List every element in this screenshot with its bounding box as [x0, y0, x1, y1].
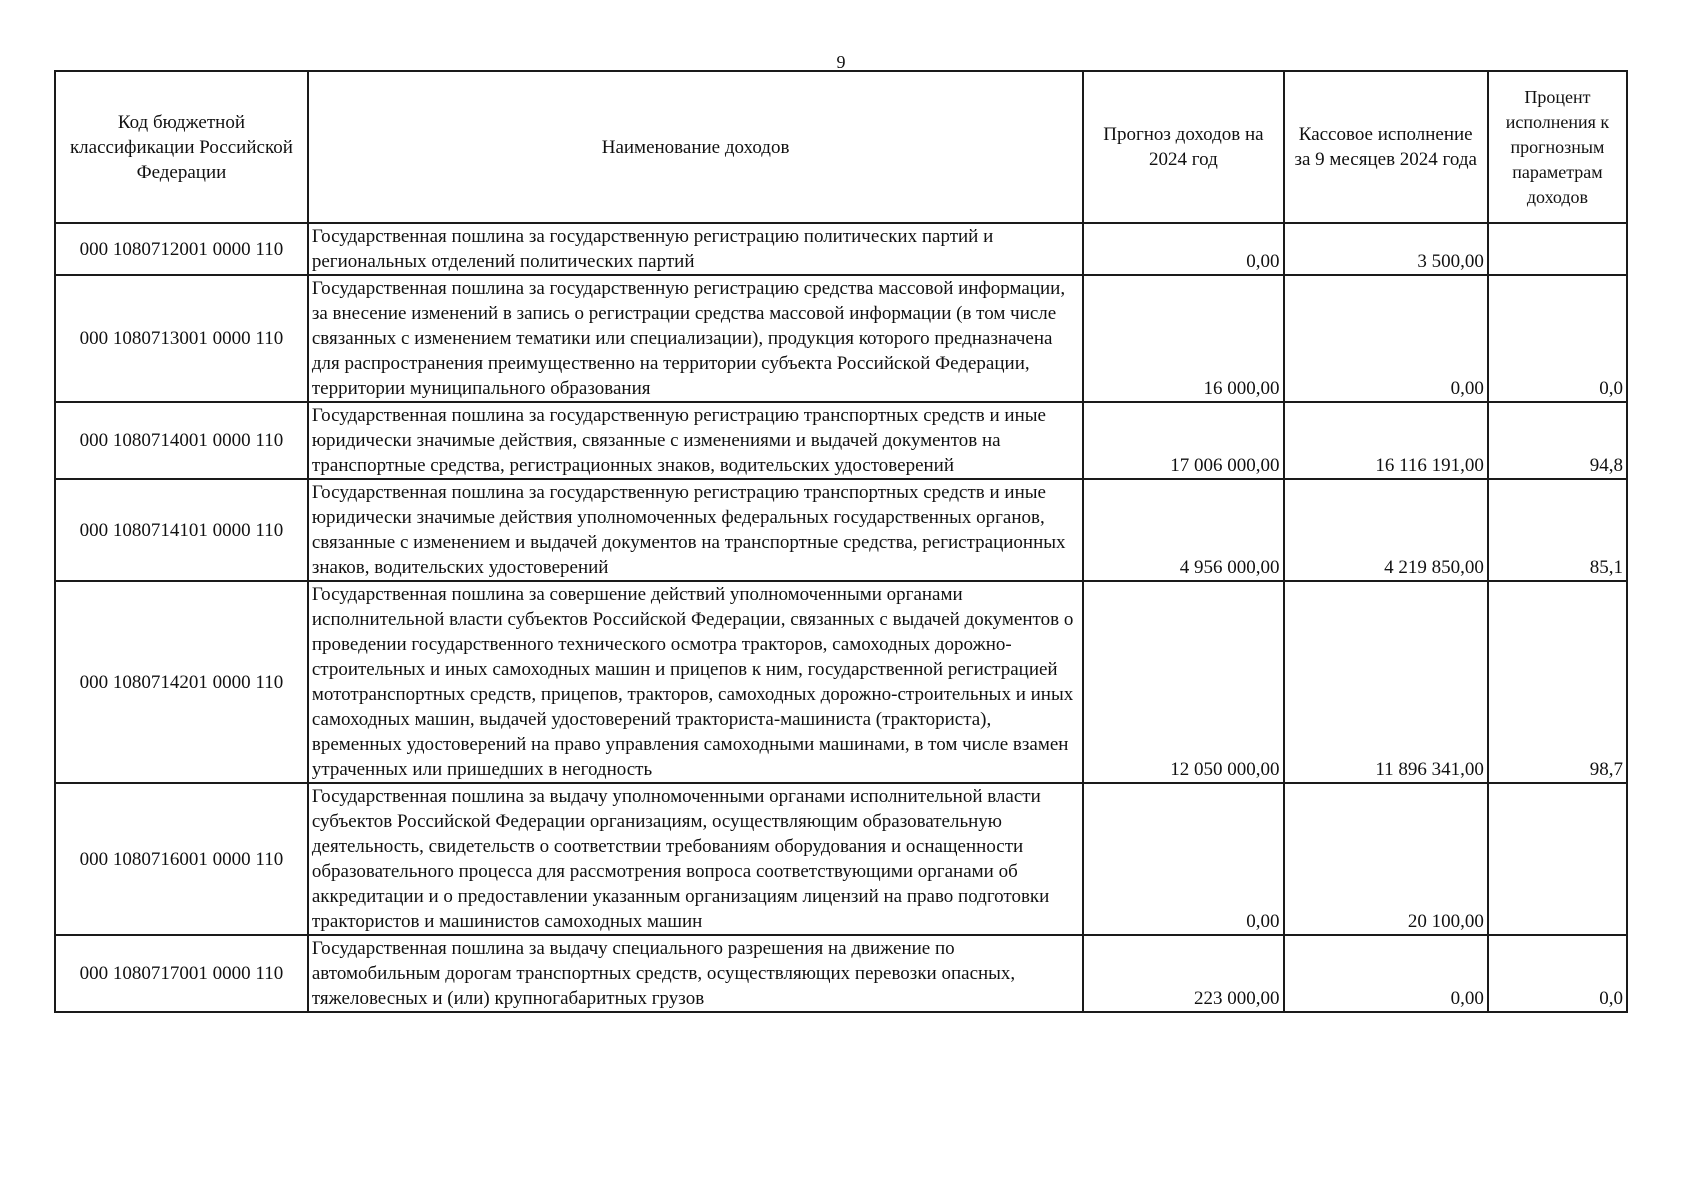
forecast-cell: 17 006 000,00 — [1083, 402, 1283, 479]
header-actual: Кассовое исполнение за 9 месяцев 2024 года — [1284, 71, 1488, 223]
percent-cell — [1488, 783, 1627, 935]
table-row — [55, 402, 1627, 479]
actual-cell: 4 219 850,00 — [1284, 479, 1488, 581]
budget-code-cell: 000 1080712001 0000 110 — [55, 223, 308, 275]
header-percent: Процент исполнения к прогнозным параметрам доходов — [1488, 71, 1627, 223]
forecast-cell: 0,00 — [1083, 783, 1283, 935]
forecast-cell: 4 956 000,00 — [1083, 479, 1283, 581]
percent-cell: 0,0 — [1488, 275, 1627, 402]
budget-code-cell: 000 1080717001 0000 110 — [55, 935, 308, 1012]
actual-cell: 0,00 — [1284, 275, 1488, 402]
budget-code-cell: 000 1080713001 0000 110 — [55, 275, 308, 402]
table-row — [55, 223, 1627, 275]
actual-cell: 16 116 191,00 — [1284, 402, 1488, 479]
actual-cell: 11 896 341,00 — [1284, 581, 1488, 783]
header-code: Код бюджетной классификации Российской Федерации — [55, 71, 308, 223]
table-row — [55, 935, 1627, 1012]
actual-cell: 3 500,00 — [1284, 223, 1488, 275]
budget-code-cell: 000 1080714101 0000 110 — [55, 479, 308, 581]
actual-cell: 0,00 — [1284, 935, 1488, 1012]
revenue-name-cell: Государственная пошлина за государственную регистрацию политических партий и региональных отделений политических партий — [308, 223, 1083, 275]
table-row — [55, 479, 1627, 581]
budget-code-cell: 000 1080714001 0000 110 — [55, 402, 308, 479]
revenue-name-cell: Государственная пошлина за выдачу специального разрешения на движение по автомобильным дорогам транспортных средств, осуществляющих перевозки опасных, тяжеловесных и (или) крупногабаритных грузов — [308, 935, 1083, 1012]
table-header-row — [55, 71, 1627, 223]
header-forecast: Прогноз доходов на 2024 год — [1083, 71, 1283, 223]
forecast-cell: 16 000,00 — [1083, 275, 1283, 402]
percent-cell: 0,0 — [1488, 935, 1627, 1012]
table-row — [55, 275, 1627, 402]
forecast-cell: 0,00 — [1083, 223, 1283, 275]
budget-code-cell: 000 1080714201 0000 110 — [55, 581, 308, 783]
percent-cell — [1488, 223, 1627, 275]
revenue-name-cell: Государственная пошлина за выдачу уполномоченными органами исполнительной власти субъектов Российской Федерации организациям, осуществляющим образовательную деятельность, свидетельств о соответствии требованиям оборудования и оснащенности образовательного процесса для рассмотрения вопроса соответствующими органами об аккредитации и о предоставлении указанным организациям лицензий на право подготовки трактористов и машинистов самоходных машин — [308, 783, 1083, 935]
header-name: Наименование доходов — [308, 71, 1083, 223]
revenue-table — [54, 70, 1628, 1013]
actual-cell: 20 100,00 — [1284, 783, 1488, 935]
revenue-name-cell: Государственная пошлина за государственную регистрацию транспортных средств и иные юридически значимые действия, связанные с изменениями и выдачей документов на транспортные средства, регистрационных знаков, водительских удостоверений — [308, 402, 1083, 479]
forecast-cell: 12 050 000,00 — [1083, 581, 1283, 783]
percent-cell: 98,7 — [1488, 581, 1627, 783]
percent-cell: 94,8 — [1488, 402, 1627, 479]
forecast-cell: 223 000,00 — [1083, 935, 1283, 1012]
page-number: 9 — [836, 52, 846, 72]
revenue-name-cell: Государственная пошлина за государственную регистрацию средства массовой информации, за внесение изменений в запись о регистрации средства массовой информации (в том числе связанных с изменением тематики или специализации), продукция которого предназначена для распространения преимущественно на территории субъекта Российской Федерации, территории муниципального образования — [308, 275, 1083, 402]
budget-code-cell: 000 1080716001 0000 110 — [55, 783, 308, 935]
table-row — [55, 783, 1627, 935]
percent-cell: 85,1 — [1488, 479, 1627, 581]
table-row — [55, 581, 1627, 783]
revenue-name-cell: Государственная пошлина за совершение действий уполномоченными органами исполнительной власти субъектов Российской Федерации, связанных с выдачей документов о проведении государственного технического осмотра тракторов, самоходных дорожно-строительных и иных самоходных машин и прицепов к ним, государственной регистрацией мототранспортных средств, прицепов, тракторов, самоходных дорожно-строительных и иных самоходных машин, выдачей удостоверений тракториста-машиниста (тракториста), временных удостоверений на право управления самоходными машинами, в том числе взамен утраченных или пришедших в негодность — [308, 581, 1083, 783]
revenue-name-cell: Государственная пошлина за государственную регистрацию транспортных средств и иные юридически значимые действия уполномоченных федеральных государственных органов, связанные с изменением и выдачей документов на транспортные средства, регистрационных знаков, водительских удостоверений — [308, 479, 1083, 581]
